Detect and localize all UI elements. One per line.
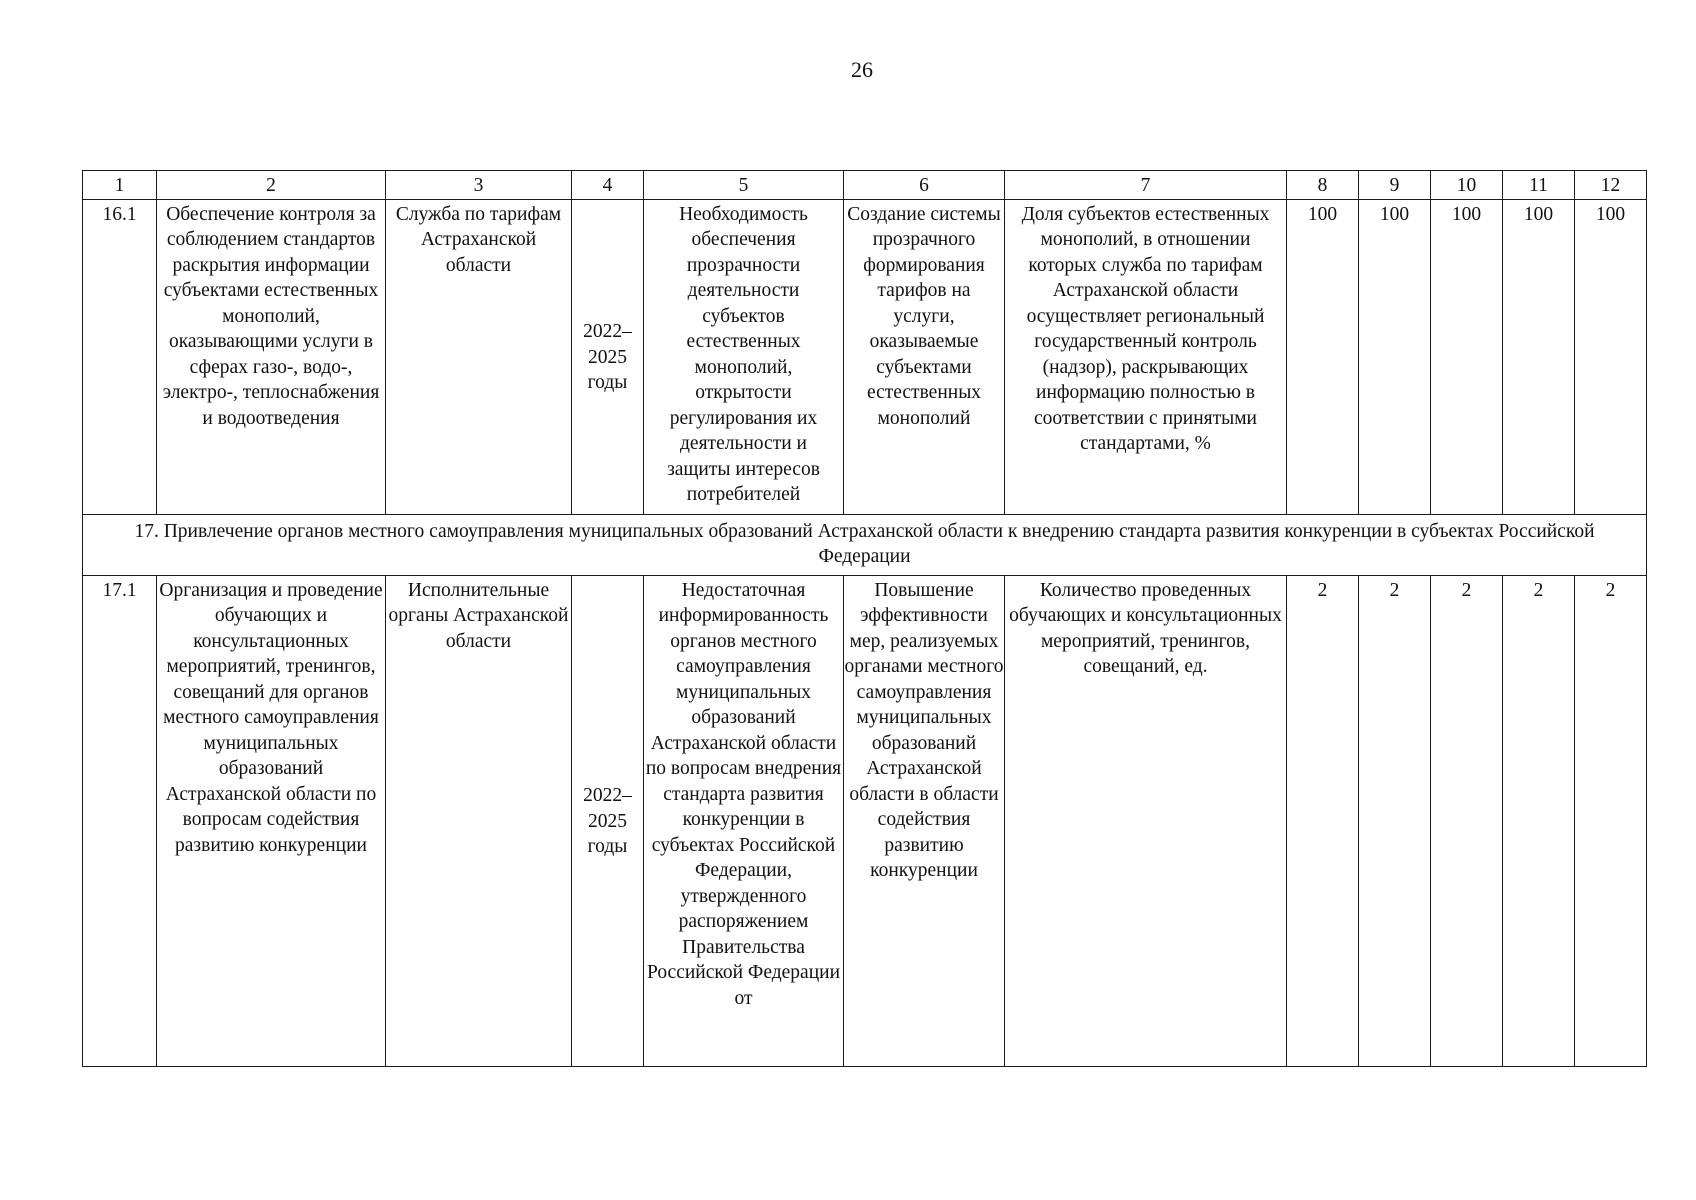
- result-cell: Повышение эффективности мер, реализуемых органами местного самоуправления муниципальных образований Астраханской области в области содействия развитию конкуренции: [844, 575, 1005, 1066]
- column-header: 4: [572, 171, 644, 200]
- value-cell: 100: [1431, 199, 1503, 514]
- executor-cell: Исполнительные органы Астраханской области: [386, 575, 572, 1066]
- indicator-cell: Доля субъектов естественных монополий, в отношении которых служба по тарифам Астраханской области осуществляет региональный государственный контроль (надзор), раскрывающих информацию полностью в соответствии с принятыми стандартами, %: [1005, 199, 1287, 514]
- value-cell: 100: [1287, 199, 1359, 514]
- measure-cell: Обеспечение контроля за соблюдением стандартов раскрытия информации субъектами естественных монополий, оказывающими услуги в сферах газо-, водо-, электро-, теплоснабжения и водоотведения: [157, 199, 386, 514]
- column-header: 7: [1005, 171, 1287, 200]
- column-header: 11: [1503, 171, 1575, 200]
- column-header: 3: [386, 171, 572, 200]
- table-row: [83, 575, 1647, 1066]
- column-header-row: [83, 171, 1647, 200]
- section-heading: 17. Привлечение органов местного самоуправления муниципальных образований Астраханской области к внедрению стандарта развития конкуренции в субъектах Российской Федерации: [83, 514, 1647, 575]
- value-cell: 100: [1575, 199, 1647, 514]
- value-cell: 2: [1359, 575, 1431, 1066]
- value-cell: 2: [1503, 575, 1575, 1066]
- column-header: 8: [1287, 171, 1359, 200]
- problem-cell: Недостаточная информированность органов местного самоуправления муниципальных образований Астраханской области по вопросам внедрения стандарта развития конкуренции в субъектах Российской Федерации, утвержденного распоряжением Правительства Российской Федерации от: [644, 575, 844, 1066]
- executor-cell: Служба по тарифам Астраханской области: [386, 199, 572, 514]
- result-cell: Создание системы прозрачного формирования тарифов на услуги, оказываемые субъектами естественных монополий: [844, 199, 1005, 514]
- measure-cell: Организация и проведение обучающих и консультационных мероприятий, тренингов, совещаний для органов местного самоуправления муниципальных образований Астраханской области по вопросам содействия развитию конкуренции: [157, 575, 386, 1066]
- column-header: 12: [1575, 171, 1647, 200]
- column-header: 2: [157, 171, 386, 200]
- value-cell: 100: [1359, 199, 1431, 514]
- column-header: 1: [83, 171, 157, 200]
- column-header: 9: [1359, 171, 1431, 200]
- measures-table: [82, 170, 1647, 1067]
- column-header: 5: [644, 171, 844, 200]
- column-header: 10: [1431, 171, 1503, 200]
- row-number: 17.1: [83, 575, 157, 1066]
- row-number: 16.1: [83, 199, 157, 514]
- value-cell: 2: [1431, 575, 1503, 1066]
- value-cell: 2: [1287, 575, 1359, 1066]
- page-number: 26: [851, 57, 873, 82]
- problem-cell: Необходимость обеспечения прозрачности деятельности субъектов естественных монополий, открытости регулирования их деятельности и защиты интересов потребителей: [644, 199, 844, 514]
- indicator-cell: Количество проведенных обучающих и консультационных мероприятий, тренингов, совещаний, ед.: [1005, 575, 1287, 1066]
- section-heading-row: [83, 514, 1647, 575]
- column-header: 6: [844, 171, 1005, 200]
- period-cell: 2022–2025 годы: [572, 199, 644, 514]
- value-cell: 2: [1575, 575, 1647, 1066]
- value-cell: 100: [1503, 199, 1575, 514]
- period-cell: 2022–2025 годы: [572, 575, 644, 1066]
- table-row: [83, 199, 1647, 514]
